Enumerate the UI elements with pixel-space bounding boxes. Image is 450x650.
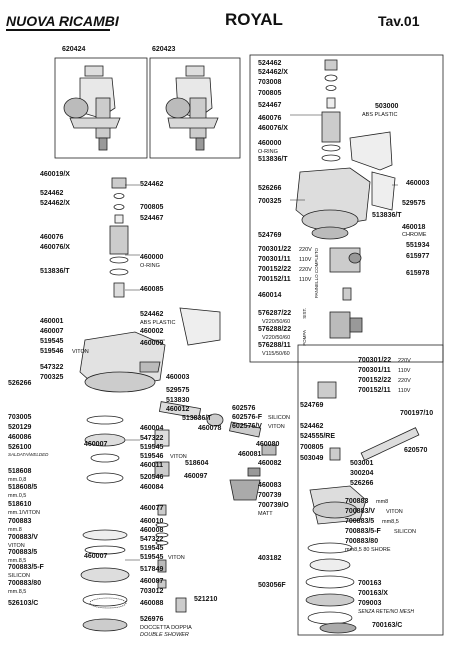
part-460007-c: 460007: [84, 553, 108, 560]
part-700883-80-b: 700883/80: [345, 538, 379, 545]
part-615977: 615977: [406, 253, 430, 260]
part-460086: 460086: [8, 434, 32, 441]
label-doccetta: DOCCETTA DOPPIA: [140, 625, 192, 631]
part-620423: 620423: [152, 46, 176, 53]
pump-576287: [330, 312, 350, 338]
part-300204: 300204: [350, 470, 374, 477]
part-602576-v: 602576/V: [232, 423, 262, 430]
part-460014: 460014: [258, 292, 282, 299]
voltage-110v-3: 110V: [398, 368, 411, 374]
part-460007: 460007: [40, 328, 64, 335]
part-460076-x: 460076/X: [258, 125, 288, 132]
label-pompa: POMPA: [302, 330, 307, 346]
part-518610: 518610: [8, 501, 32, 508]
part-700197-10: 700197/10: [400, 410, 434, 417]
part-526266-b: 526266: [8, 380, 32, 387]
part-518608: 518608: [8, 468, 32, 475]
label-abs-plastic-2: ABS PLASTIC: [140, 320, 176, 326]
part-524462-x: 524462/X: [258, 69, 288, 76]
part-460002: 460002: [140, 328, 164, 335]
part-526266: 526266: [258, 185, 282, 192]
part-460087: 460087: [140, 578, 164, 585]
voltage-220v-2: 220V: [299, 267, 312, 273]
part-703012: 703012: [140, 588, 164, 595]
part-700883-5-f: 700883/5-F: [8, 564, 44, 571]
part-524462-b: 524462: [40, 190, 64, 197]
part-700883-5-f-b: 700883/5-F: [345, 528, 381, 535]
part-460076: 460076: [258, 115, 282, 122]
part-615978: 615978: [406, 270, 430, 277]
label-o-ring-2: O-RING: [140, 263, 160, 269]
label-viton-5: VITON: [168, 555, 185, 561]
label-silicon-2: SILICON: [8, 573, 31, 579]
part-460003: 460003: [406, 180, 430, 187]
part-524462-x-b: 524462/X: [40, 200, 70, 207]
part-529575: 529575: [402, 200, 426, 207]
voltage-220v-4: 220V: [398, 378, 411, 384]
label-abs-plastic: ABS PLASTIC: [362, 112, 398, 118]
label-mm1-viton: mm.1/VITON: [8, 510, 40, 516]
part-513836-t-b: 513836/T: [40, 268, 70, 275]
part-460018: 460018: [402, 224, 426, 231]
part-620424: 620424: [62, 46, 86, 53]
part-518608-5: 518608/5: [8, 484, 38, 491]
group-head-620423-illustration: [166, 66, 218, 150]
part-700163-x: 700163/X: [358, 590, 388, 597]
part-526100: 526100: [8, 444, 32, 451]
part-526103-c: 526103/C: [8, 600, 39, 607]
part-700805-b: 700805: [140, 204, 164, 211]
part-700301-22: 700301/22: [258, 246, 292, 253]
label-shore: mm8,5 80 SHORE: [345, 547, 391, 553]
part-503056f: 503056F: [258, 582, 286, 589]
label-mm05: mm.0,5: [8, 493, 27, 499]
label-viton-4: VITON: [8, 543, 25, 549]
part-460080: 460080: [256, 441, 280, 448]
part-700883-b: 700883: [345, 498, 369, 505]
part-700883: 700883: [8, 518, 32, 525]
label-mm85-3: mm8,5: [382, 519, 399, 525]
label-matt: MATT: [258, 511, 273, 517]
part-709003: 709003: [358, 600, 382, 607]
fitting-460014: [343, 288, 351, 300]
part-524769-b: 524769: [300, 402, 324, 409]
label-viton-6: VITON: [386, 509, 403, 515]
part-519546-b: 519546: [140, 453, 164, 460]
label-o-ring: O-RING: [258, 149, 278, 155]
part-460003-b: 460003: [166, 374, 190, 381]
part-703008: 703008: [258, 79, 282, 86]
part-460082: 460082: [258, 460, 282, 467]
voltage-220v: 220V: [299, 247, 312, 253]
group-body-right: [296, 168, 370, 239]
part-700805: 700805: [258, 90, 282, 97]
part-517849: 517849: [140, 566, 164, 573]
part-513836-t-2: 513836/T: [372, 212, 402, 219]
part-460084: 460084: [140, 484, 164, 491]
part-519545-d: 519545: [140, 554, 164, 561]
part-700883-5-b: 700883/5: [345, 518, 375, 525]
label-mm08: mm.0,8: [8, 477, 27, 483]
part-460077: 460077: [140, 505, 164, 512]
part-518604: 518604: [185, 460, 209, 467]
label-viton: VITON: [72, 349, 89, 355]
part-700163: 700163: [358, 580, 382, 587]
part-519545: 519545: [40, 338, 64, 345]
part-700739: 700739: [258, 492, 282, 499]
part-503000: 503000: [375, 103, 399, 110]
part-403182: 403182: [258, 555, 282, 562]
label-mm85-2: mm.8,5: [8, 589, 27, 595]
label-mm85: mm.8,5: [8, 558, 27, 564]
label-sist: SIST.: [302, 308, 307, 319]
voltage-110v-4: 110V: [398, 388, 411, 394]
part-520129: 520129: [8, 424, 32, 431]
part-700152-11-b: 700152/11: [358, 387, 391, 394]
abs-cover-524462: [180, 308, 220, 345]
label-viton-2: VITON: [170, 454, 187, 460]
part-602576-f: 602576-F: [232, 414, 262, 421]
part-526976: 526976: [140, 616, 164, 623]
label-saldata: SALDATA/WELDED: [8, 452, 49, 457]
part-460011: 460011: [140, 462, 163, 469]
part-460001: 460001: [40, 318, 64, 325]
part-700301-22-b: 700301/22: [358, 357, 392, 364]
abs-cover-503000: [350, 132, 392, 170]
part-524462-d: 524462: [140, 311, 164, 318]
label-double-shower: DOUBLE SHOWER: [140, 632, 189, 638]
part-521210: 521210: [194, 596, 218, 603]
part-460076-b: 460076: [40, 234, 64, 241]
part-700152-22-b: 700152/22: [358, 377, 392, 384]
part-576288-22: 576288/22: [258, 326, 292, 333]
part-460019-x: 460019/X: [40, 171, 70, 178]
part-460009: 460009: [140, 340, 164, 347]
part-519545-c: 519545: [140, 545, 164, 552]
part-460076-x-b: 460076/X: [40, 244, 70, 251]
part-700301-11-b: 700301/11: [358, 367, 391, 374]
part-700739-o: 700739/O: [258, 502, 289, 509]
part-460012: 460012: [166, 406, 190, 413]
voltage-110v: 110V: [299, 257, 312, 263]
part-700805-c: 700805: [300, 444, 324, 451]
part-519546: 519546: [40, 348, 64, 355]
part-513836-t-d: 513836/T: [182, 415, 212, 422]
part-700883-5: 700883/5: [8, 549, 38, 556]
brand-logo: NUOVA RICAMBI: [6, 13, 119, 29]
part-524462: 524462: [258, 60, 282, 67]
part-503001: 503001: [350, 460, 374, 467]
part-524555-re: 524555/RE: [300, 433, 336, 440]
part-503049: 503049: [300, 455, 324, 462]
part-700301-11: 700301/11: [258, 256, 291, 263]
part-460010: 460010: [140, 518, 164, 525]
label-panel: PANNELLO COMPLETO: [314, 248, 319, 299]
part-700883-80: 700883/80: [8, 580, 42, 587]
part-547322: 547322: [40, 364, 64, 371]
part-460083: 460083: [258, 482, 282, 489]
part-700883-v: 700883/V: [8, 534, 38, 541]
part-520546: 520546: [140, 474, 164, 481]
label-mm8-2: mm8: [376, 499, 389, 505]
part-524462-e: 524462: [300, 423, 324, 430]
left-column-stack: [110, 178, 128, 297]
part-460004: 460004: [140, 425, 164, 432]
part-700325-b: 700325: [40, 374, 64, 381]
part-460081: 460081: [238, 451, 262, 458]
label-chrome: CHROME: [402, 232, 427, 238]
voltage-220v-3: 220V: [398, 358, 411, 364]
part-460097: 460097: [184, 473, 208, 480]
page-title: ROYAL: [225, 10, 283, 29]
part-524769: 524769: [258, 232, 282, 239]
label-silicon: SILICON: [268, 415, 291, 421]
part-529575-b: 529575: [166, 387, 190, 394]
part-700883-v-b: 700883/V: [345, 508, 375, 515]
part-524467-b: 524467: [140, 215, 164, 222]
valve-stack-upper-right: [322, 60, 340, 161]
part-576287-22: 576287/22: [258, 310, 292, 317]
part-547322-b: 547322: [140, 435, 164, 442]
group-head-620424-illustration: [64, 66, 120, 150]
voltage-110v-2: 110V: [299, 277, 312, 283]
part-524462-c: 524462: [140, 181, 164, 188]
part-700325: 700325: [258, 198, 282, 205]
part-519545-b: 519545: [140, 444, 164, 451]
part-551934: 551934: [406, 242, 430, 249]
part-526266-c: 526266: [350, 480, 374, 487]
label-mm8: mm.8: [8, 527, 22, 533]
part-460085: 460085: [140, 286, 164, 293]
part-620570: 620570: [404, 447, 428, 454]
voltage-576288: V220/50/60: [262, 335, 291, 341]
part-602576: 602576: [232, 405, 256, 412]
label-silicon-3: SILICON: [394, 529, 417, 535]
table-number: Tav.01: [378, 13, 420, 29]
part-700163-c: 700163/C: [372, 622, 403, 629]
part-524467: 524467: [258, 102, 282, 109]
part-460007-b: 460007: [84, 441, 108, 448]
voltage-576287: V220/50/60: [262, 319, 291, 325]
part-703005: 703005: [8, 414, 32, 421]
side-cover-460003: [372, 172, 395, 210]
part-460088: 460088: [140, 600, 164, 607]
voltage-576288-11: V115/50/60: [262, 351, 290, 357]
label-senza-rete: SENZA RETE/NO MESH: [358, 609, 414, 615]
part-460008: 460008: [140, 527, 164, 534]
label-viton-3: VITON: [268, 424, 285, 430]
part-460000: 460000: [258, 140, 282, 147]
part-547322-c: 547322: [140, 536, 164, 543]
part-460078: 460078: [198, 425, 222, 432]
part-513836-t: 513836/T: [258, 156, 288, 163]
part-700152-11: 700152/11: [258, 276, 291, 283]
part-700152-22: 700152/22: [258, 266, 292, 273]
part-513830: 513830: [166, 397, 190, 404]
part-576288-11: 576288/11: [258, 342, 291, 349]
part-460000-b: 460000: [140, 254, 164, 261]
